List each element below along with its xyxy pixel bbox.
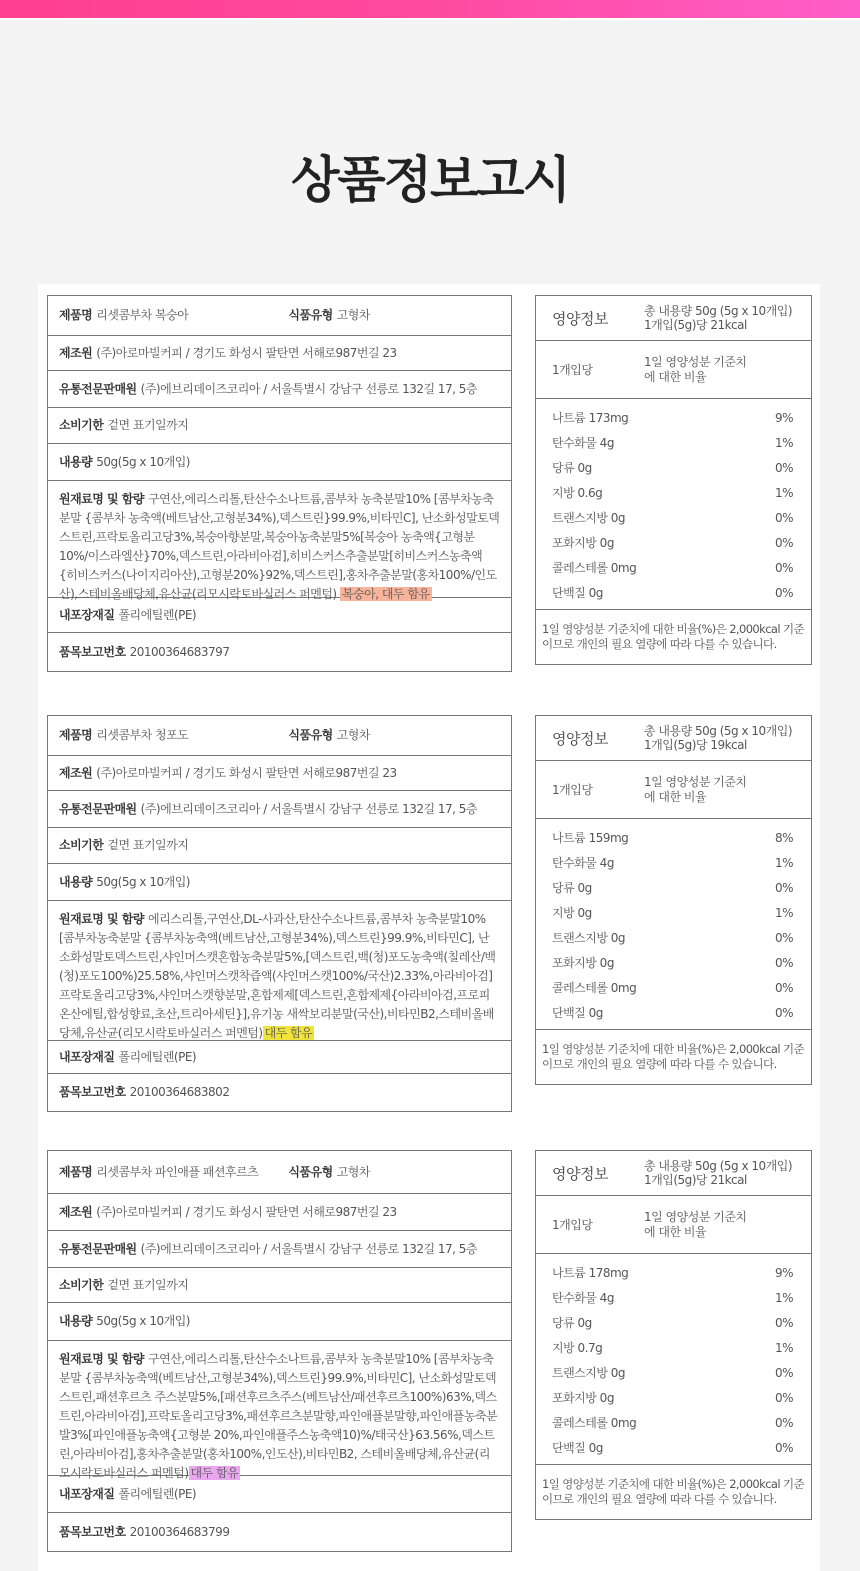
nutrient-row: [536, 430, 811, 455]
field-value: 겉면 표기일까지: [107, 838, 189, 852]
nutrient-percent: 1%: [774, 435, 793, 450]
name-row: [48, 1151, 511, 1194]
allergen-highlight: 대두 함유: [190, 1466, 239, 1480]
field-label: 원재료명 및 함량: [59, 1352, 145, 1366]
field-label: 제품명: [59, 728, 93, 742]
nutrient-row: [536, 1385, 811, 1410]
nutrient-name: 포화지방 0g: [552, 1391, 614, 1405]
nutrient-row: [536, 825, 811, 850]
seller-row: [48, 791, 511, 828]
allergen-highlight: 복숭아, 대두 함유: [341, 587, 430, 601]
calories: 1개입(5g)당 21kcal: [644, 1173, 747, 1187]
ingredients-row: [48, 481, 511, 601]
nutrient-name: 지방 0.7g: [552, 1341, 603, 1355]
nutrient-name: 나트륨 178mg: [552, 1266, 629, 1280]
nutrient-row: [536, 1260, 811, 1285]
nutrient-name: 트랜스지방 0g: [552, 1366, 626, 1380]
nutrient-percent: 0%: [774, 535, 793, 550]
field-label: 원재료명 및 함량: [59, 912, 145, 926]
volume-row: [48, 1303, 511, 1341]
per-unit-label: 1개입당: [552, 1218, 593, 1232]
nutrient-percent: 0%: [774, 460, 793, 475]
field-label: 제조원: [59, 345, 93, 360]
nutrient-percent: 0%: [774, 585, 793, 600]
nutrient-percent: 0%: [774, 980, 793, 995]
field-label: 소비기한: [59, 418, 104, 432]
nutrient-percent: 0%: [774, 1365, 793, 1380]
nutrition-summary: [644, 304, 792, 332]
field-label: 제조원: [59, 765, 93, 780]
nutrient-name: 나트륨 159mg: [552, 831, 629, 845]
field-value: 20100364683797: [129, 644, 230, 659]
nutrient-percent: 1%: [774, 1290, 793, 1305]
ingredients-text: 구연산,에리스리톨,탄산수소나트륨,콤부차 농축분말10% [콤부차농축분말 {콤부차농축액(베트남산,고형분34%),덱스트린}99.9%,비타민C], 난소화성말토덱스트린,패션후르츠 주스분말5%,[패션후르츠주스(베트남산/패션후르츠100%)63%,덱스트린,아라비아검],프락토올리고당3%,패션후르츠분말향,파인애플분말향,파인애플농축분발3%[파인애플농축액{고형분 20%,파인애플주스농축액10)%/태국산}63.56%,덱스트린,아라비아검],홍차추출분말(홍차100%,인도산),비타민B2, 스테비올배당체,유산균(리모시락토바실러스 퍼멘텀): [59, 1352, 498, 1480]
food-type: [288, 306, 370, 325]
per-unit-label: 1개입당: [552, 363, 593, 377]
field-value: 리셋콤부차 청포도: [96, 728, 189, 742]
field-label: 원재료명 및 함량: [59, 492, 145, 506]
field-value: 리셋콤부차 파인애플 패션후르츠: [96, 1164, 259, 1179]
nutrient-name: 당류 0g: [552, 881, 592, 895]
field-value: 고형차: [336, 1164, 370, 1179]
daily-ratio-label: 1일 영양성분 기준치에 대한 비율: [644, 774, 747, 804]
nutrient-name: 단백질 0g: [552, 1441, 603, 1455]
nutrient-percent: 1%: [774, 855, 793, 870]
field-label: 유통전문판매원: [59, 1241, 137, 1256]
allergen-highlight: 대두 함유: [264, 1026, 313, 1040]
total-amount: 총 내용량 50g (5g x 10개입): [644, 304, 792, 318]
product-info-table: [47, 1150, 512, 1552]
expiry-row: [48, 408, 511, 444]
nutrient-percent: 0%: [774, 1315, 793, 1330]
nutrition-title: 영양정보: [552, 309, 608, 328]
nutrient-percent: 0%: [774, 510, 793, 525]
nutrient-percent: 0%: [774, 1005, 793, 1020]
nutrition-footnote: 1일 영양성분 기준치에 대한 비율(%)은 2,000kcal 기준이므로 개인의 필요 열량에 따라 다를 수 있습니다.: [542, 622, 805, 651]
page-title: 상품정보고시: [291, 151, 569, 209]
nutrition-subheader: [536, 1196, 811, 1254]
field-label: 소비기한: [59, 838, 104, 852]
nutrition-header: [536, 716, 811, 761]
food-type: [288, 1163, 370, 1182]
nutrient-row: [536, 1360, 811, 1385]
field-label: 내용량: [59, 1314, 93, 1328]
field-value: 폴리에틸렌(PE): [118, 1486, 197, 1501]
nutrient-row: [536, 480, 811, 505]
field-label: 품목보고번호: [59, 1085, 126, 1099]
nutrient-percent: 1%: [774, 485, 793, 500]
nutrition-table: [535, 715, 812, 1085]
maker-row: [48, 756, 511, 791]
nutrition-table: [535, 295, 812, 665]
nutrient-row: [536, 900, 811, 925]
field-value: 리셋콤부차 복숭아: [96, 308, 189, 322]
seller-row: [48, 371, 511, 408]
field-value: (주)아로마빌커피 / 경기도 화성시 팔탄면 서해로987번길 23: [96, 345, 397, 360]
product-info-table: [47, 715, 512, 1112]
field-value: 폴리에틸렌(PE): [118, 1049, 197, 1064]
field-value: 고형차: [336, 308, 370, 322]
nutrient-name: 단백질 0g: [552, 586, 603, 600]
nutrient-percent: 0%: [774, 1390, 793, 1405]
field-label: 내용량: [59, 454, 93, 469]
field-value: 50g(5g x 10개입): [96, 1314, 190, 1328]
field-value: (주)아로마빌커피 / 경기도 화성시 팔탄면 서해로987번길 23: [96, 765, 397, 780]
nutrient-percent: 8%: [774, 830, 793, 845]
nutrient-percent: 0%: [774, 1440, 793, 1455]
report-number-row: [48, 1513, 511, 1551]
field-label: 제품명: [59, 1164, 93, 1179]
field-label: 내포장재질: [59, 607, 115, 622]
field-value: 겉면 표기일까지: [107, 418, 189, 432]
nutrient-name: 단백질 0g: [552, 1006, 603, 1020]
total-amount: 총 내용량 50g (5g x 10개입): [644, 724, 792, 738]
name-row: [48, 296, 511, 336]
nutrient-percent: 0%: [774, 955, 793, 970]
nutrient-row: [536, 875, 811, 900]
nutrient-name: 콜레스테롤 0mg: [552, 1416, 637, 1430]
field-label: 식품유형: [288, 728, 333, 742]
field-label: 유통전문판매원: [59, 801, 137, 816]
nutrient-row: [536, 505, 811, 530]
nutrient-row: [536, 530, 811, 555]
report-number-row: [48, 1074, 511, 1111]
name-row: [48, 716, 511, 756]
volume-row: [48, 864, 511, 901]
ingredients-row: [48, 1341, 511, 1480]
nutrient-name: 탄수화물 4g: [552, 436, 614, 450]
field-label: 제품명: [59, 308, 93, 322]
nutrient-row: [536, 555, 811, 580]
field-label: 유통전문판매원: [59, 381, 137, 396]
calories: 1개입(5g)당 19kcal: [644, 738, 747, 752]
daily-ratio-label: 1일 영양성분 기준치에 대한 비율: [644, 354, 747, 384]
field-label: 소비기한: [59, 1277, 104, 1292]
calories: 1개입(5g)당 21kcal: [644, 318, 747, 332]
packaging-row: [48, 1041, 511, 1074]
expiry-row: [48, 828, 511, 864]
field-value: (주)에브리데이즈코리아 / 서울특별시 강남구 선릉로 132길 17, 5층: [140, 801, 478, 816]
product-info-table: [47, 295, 512, 672]
expiry-row: [48, 1268, 511, 1303]
field-value: (주)에브리데이즈코리아 / 서울특별시 강남구 선릉로 132길 17, 5층: [140, 381, 478, 396]
nutrient-row: [536, 1310, 811, 1335]
nutrient-list: [536, 399, 811, 610]
nutrient-name: 탄수화물 4g: [552, 856, 614, 870]
nutrient-percent: 9%: [774, 1265, 793, 1280]
field-value: (주)에브리데이즈코리아 / 서울특별시 강남구 선릉로 132길 17, 5층: [140, 1241, 478, 1256]
nutrition-summary: [644, 724, 792, 752]
ingredients-text: 구연산,에리스리톨,탄산수소나트륨,콤부차 농축분말10% [콤부차농축분말 {콤부차 농축액(베트남산,고형분34%),덱스트린}99.9%,비타민C], 난소화성말토덱스트린,프락토올리고당3%,복숭아향분말,복숭아농축분말5%[복숭아 농축액{고형분10%/이스라엘산}70%,덱스트린,아라비아검],히비스커스추출분말[히비스커스농축액{히비스커스(나이지리아산),고형분20%}92%,덱스트린],홍차추출분말(홍차100%/인도산),스테비올배당체,유산균(리모시락토바실러스 퍼멘텀): [59, 492, 500, 601]
nutrient-percent: 1%: [774, 1340, 793, 1355]
field-value: 50g(5g x 10개입): [96, 874, 190, 889]
nutrition-subheader: [536, 341, 811, 399]
nutrition-table: [535, 1150, 812, 1520]
field-value: 20100364683799: [129, 1524, 230, 1539]
nutrient-row: [536, 925, 811, 950]
nutrient-list: [536, 819, 811, 1030]
field-label: 제조원: [59, 1204, 93, 1219]
nutrition-title: 영양정보: [552, 729, 608, 748]
nutrient-row: [536, 1285, 811, 1310]
field-value: 고형차: [336, 728, 370, 742]
per-unit-label: 1개입당: [552, 783, 593, 797]
field-label: 품목보고번호: [59, 644, 126, 659]
field-value: 50g(5g x 10개입): [96, 454, 190, 469]
nutrient-name: 트랜스지방 0g: [552, 511, 626, 525]
field-value: 겉면 표기일까지: [107, 1277, 189, 1292]
maker-row: [48, 1194, 511, 1231]
nutrition-summary: [644, 1159, 792, 1187]
nutrition-subheader: [536, 761, 811, 819]
nutrient-percent: 0%: [774, 1415, 793, 1430]
nutrient-row: [536, 1335, 811, 1360]
nutrient-row: [536, 1435, 811, 1460]
maker-row: [48, 336, 511, 371]
top-accent-bar: [0, 0, 860, 20]
field-value: 20100364683802: [129, 1085, 230, 1099]
nutrient-row: [536, 455, 811, 480]
nutrient-percent: 0%: [774, 880, 793, 895]
nutrient-name: 당류 0g: [552, 1316, 592, 1330]
field-value: (주)아로마빌커피 / 경기도 화성시 팔탄면 서해로987번길 23: [96, 1204, 397, 1219]
daily-ratio-label: 1일 영양성분 기준치에 대한 비율: [644, 1209, 747, 1239]
nutrient-row: [536, 580, 811, 605]
nutrient-percent: 0%: [774, 930, 793, 945]
food-type: [288, 726, 370, 745]
ingredients-row: [48, 901, 511, 1041]
nutrition-header: [536, 296, 811, 341]
nutrient-percent: 0%: [774, 560, 793, 575]
nutrition-header: [536, 1151, 811, 1196]
ingredients-text: 에리스리톨,구연산,DL-사과산,탄산수소나트륨,콤부차 농축분말10% [콤부차농축분말 {콤부차농축액(베트남산,고형분34%),덱스트린}99.9%,비타민C], 난소화성말토덱스트린,샤인머스캣혼합농축분말5%,[덱스트린,백(청)포도농축액(칠레산/백(청)포도100%)25.58%,샤인머스캣착즙액(샤인머스캣100%/국산)2.33%,아라비아검] 프락토올리고당3%,샤인머스캣향분말,혼합제제[덱스트린,혼합제제{아라비아검,프로피온산에틸,합성향료,초산,트리아세틴}],유기농 새싹보리분말(국산),비타민B2,스테비올배당체,유산균(리모시락토바실러스 퍼멘텀): [59, 912, 496, 1040]
nutrient-name: 트랜스지방 0g: [552, 931, 626, 945]
nutrient-percent: 1%: [774, 905, 793, 920]
nutrient-name: 당류 0g: [552, 461, 592, 475]
nutrition-footnote: 1일 영양성분 기준치에 대한 비율(%)은 2,000kcal 기준이므로 개인의 필요 열량에 따라 다를 수 있습니다.: [542, 1477, 805, 1506]
nutrient-row: [536, 405, 811, 430]
nutrient-name: 콜레스테롤 0mg: [552, 981, 637, 995]
field-value: 폴리에틸렌(PE): [118, 607, 197, 622]
nutrient-percent: 9%: [774, 410, 793, 425]
total-amount: 총 내용량 50g (5g x 10개입): [644, 1159, 792, 1173]
seller-row: [48, 1231, 511, 1268]
field-label: 내포장재질: [59, 1049, 115, 1064]
nutrient-name: 지방 0g: [552, 906, 592, 920]
nutrition-title: 영양정보: [552, 1164, 608, 1183]
volume-row: [48, 444, 511, 481]
nutrient-row: [536, 850, 811, 875]
nutrient-row: [536, 1410, 811, 1435]
field-label: 식품유형: [288, 1164, 333, 1179]
field-label: 내포장재질: [59, 1486, 115, 1501]
product-info-panel: [38, 284, 820, 1571]
report-number-row: [48, 633, 511, 671]
nutrient-name: 포화지방 0g: [552, 536, 614, 550]
field-label: 식품유형: [288, 308, 333, 322]
nutrient-row: [536, 975, 811, 1000]
nutrient-row: [536, 950, 811, 975]
nutrient-name: 나트륨 173mg: [552, 411, 629, 425]
nutrient-name: 포화지방 0g: [552, 956, 614, 970]
field-label: 품목보고번호: [59, 1524, 126, 1539]
nutrition-footnote: 1일 영양성분 기준치에 대한 비율(%)은 2,000kcal 기준이므로 개인의 필요 열량에 따라 다를 수 있습니다.: [542, 1042, 805, 1071]
nutrient-name: 콜레스테롤 0mg: [552, 561, 637, 575]
nutrient-list: [536, 1254, 811, 1465]
nutrient-row: [536, 1000, 811, 1025]
nutrient-name: 탄수화물 4g: [552, 1291, 614, 1305]
field-label: 내용량: [59, 874, 93, 889]
nutrient-name: 지방 0.6g: [552, 486, 603, 500]
